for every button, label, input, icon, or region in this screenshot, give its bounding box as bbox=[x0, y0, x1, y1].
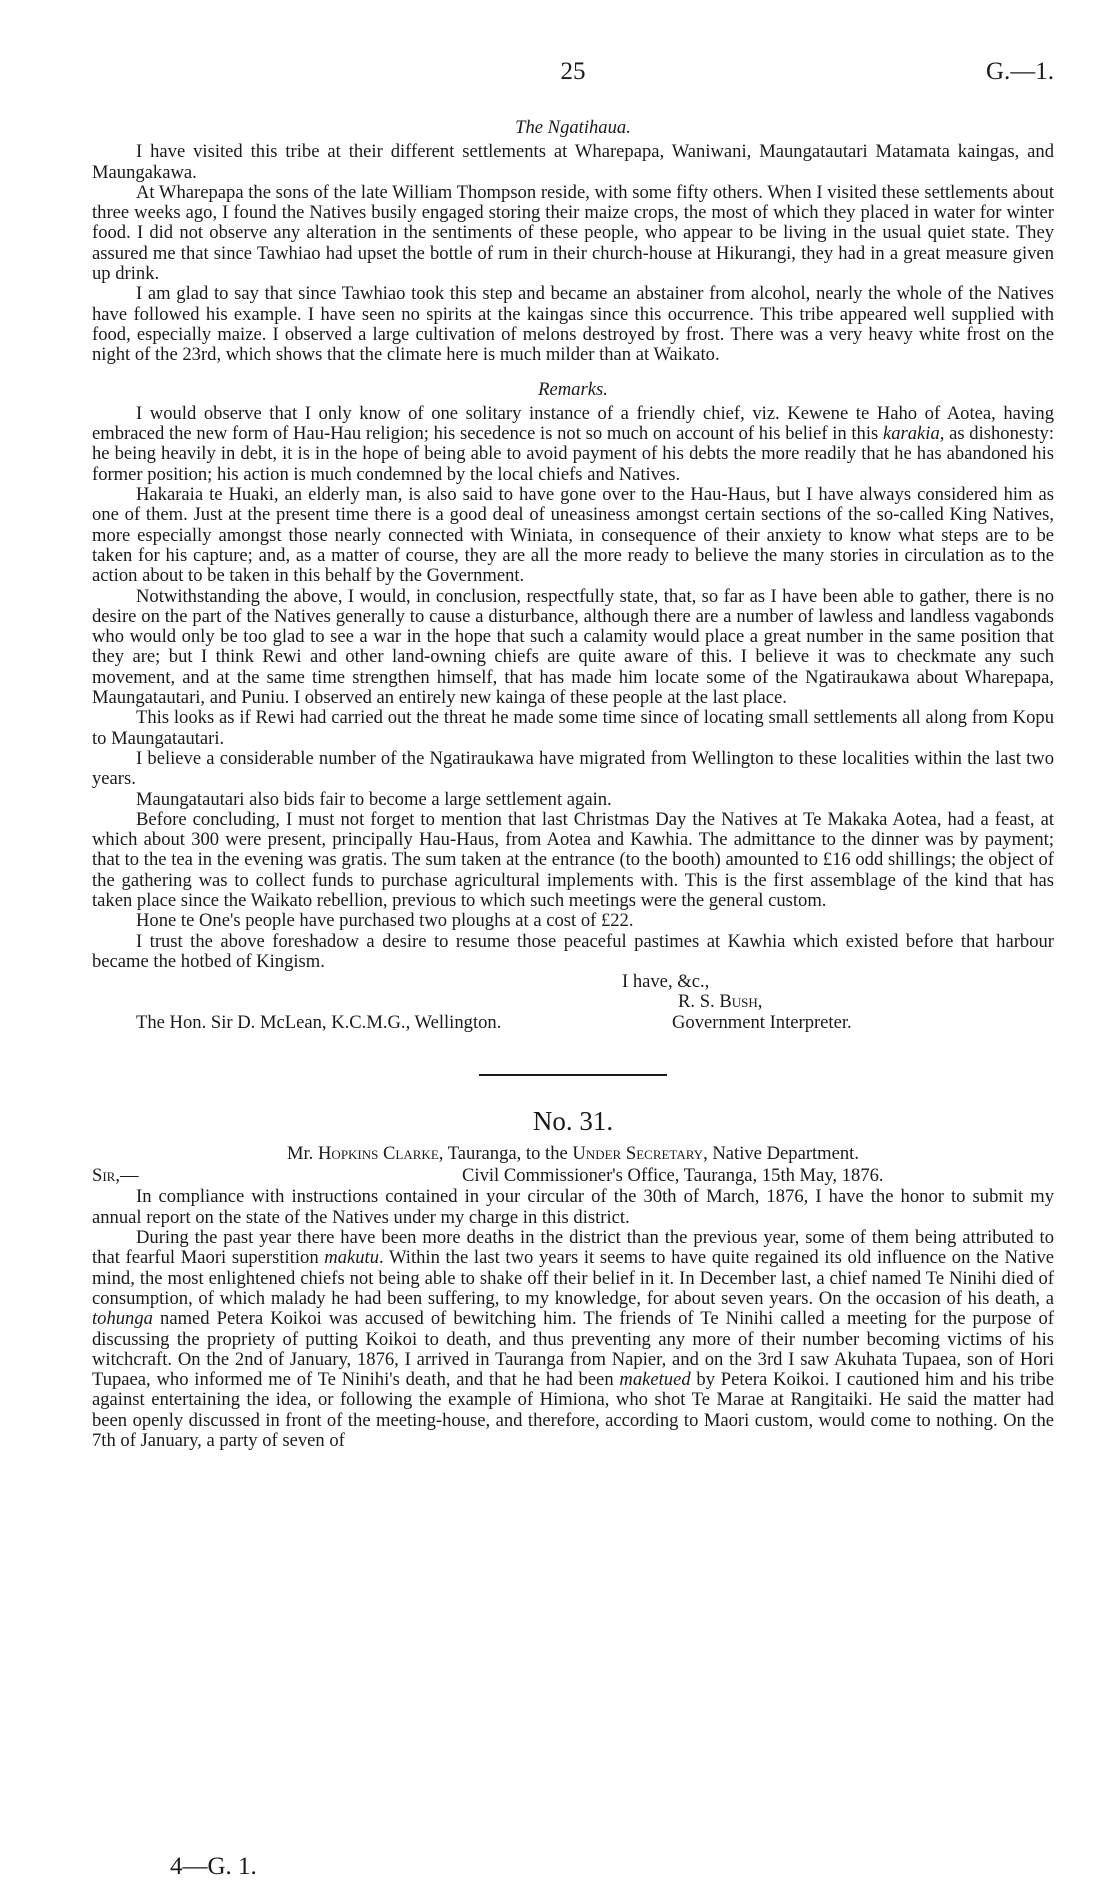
text-run: , Tauranga, to the bbox=[438, 1143, 573, 1165]
paragraph: Maungatautari also bids fair to become a large settlement again. bbox=[136, 788, 612, 810]
text-run: , Native Department. bbox=[703, 1143, 860, 1165]
page-header bbox=[92, 58, 1054, 92]
paragraph: Hakaraia te Huaki, an elderly man, is also said to have gone over to the Hau-Haus, but I have always considered him as one of them. Just at the present time there is a good deal of uneasiness amongst certain sections of the so-called King Natives, more especially amongst those nearly connected with Winiata, in consequence of their anxiety to know what steps are to be taken for his capture; and, as a matter of course, they are all the more ready to believe the many stories in circulation as to the action about to be taken in this behalf by the Government. bbox=[92, 484, 1054, 587]
text-run: by Petera Koikoi. I cautioned him and his tribe against entertaining the idea, or following the example of Himiona, who shot Te Marae at Rangitaiki. He said the matter had been openly discussed in front of the meeting-house, and therefore, according to Maori custom, would come to nothing. On the 7th of January, a party of seven of bbox=[92, 1369, 1054, 1452]
paragraph: In compliance with instructions contained in your circular of the 30th of March, 1876, I have the honor to submit my annual report on the state of the Natives under my charge in this district. bbox=[92, 1186, 1054, 1228]
paragraph: I trust the above foreshadow a desire to resume those peaceful pastimes at Kawhia which existed before that harbour became the hotbed of Kingism. bbox=[92, 930, 1054, 972]
signatory-role: Government Interpreter. bbox=[672, 1012, 852, 1034]
page-content bbox=[92, 118, 1054, 1451]
text-run: named Petera Koikoi was accused of bewitching him. The friends of Te Ninihi called a meeting for the purpose of discussing the propriety of putting Koikoi to death, and thus preventing any more of their number becoming victims of his witchcraft. On the 2nd of January, 1876, I arrived in Tauranga from Napier, and on the 3rd I saw Akuhata Tupaea, son of Hori Tupaea, who informed me of Te Ninihi's death, and that he had been bbox=[92, 1308, 1054, 1391]
page-number: 25 bbox=[560, 58, 586, 85]
section-title-ngatihaua: The Ngatihaua. bbox=[515, 117, 631, 138]
section-title-remarks: Remarks. bbox=[538, 378, 608, 400]
text-run: During the past year there have been more deaths in the district than the previous year, some of them being attributed to that fearful Maori superstition bbox=[92, 1227, 1054, 1269]
paragraph: I have visited this tribe at their different settlements at Wharepapa, Waniwani, Maungatautari Matamata kaingas, and Maungakawa. bbox=[92, 141, 1054, 183]
text-run: I would observe that I only know of one solitary instance of a friendly chief, viz. Kewene te Haho of Aotea, having embraced the new form of Hau-Hau religion; his secedence is not so much on account of his belief in this bbox=[92, 402, 1054, 445]
paragraph: Notwithstanding the above, I would, in conclusion, respectfully state, that, so far as I have been able to gather, there is no desire on the part of the Natives generally to cause a disturbance, although there are a number of lawless and landless vagabonds who would only be too glad to see a war in the hope that such a calamity would place a great number in the same position that they are; but I think Rewi and other land-owning chiefs are quite aware of this. I believe it was to checkmate any such movement, and at the same time strengthen himself, that has made him locate some of the Ngatiraukawa about Wharepapa, Maungatautari, and Puniu. I observed an entirely new kainga of these people at the last place. bbox=[92, 585, 1054, 709]
office-date-line: Civil Commissioner's Office, Tauranga, 15th May, 1876. bbox=[462, 1165, 884, 1187]
text-run: Mr. bbox=[286, 1143, 314, 1165]
italic-term: makutu bbox=[324, 1247, 380, 1269]
paragraph: This looks as if Rewi had carried out the threat he made some time since of locating small settlements all along from Kopu to Maungatautari. bbox=[92, 707, 1054, 749]
letter-number: No. 31. bbox=[532, 1106, 614, 1137]
closing-line: I have, &c., bbox=[622, 971, 710, 993]
paragraph: I am glad to say that since Tawhiao took this step and became an abstainer from alcohol, nearly the whole of the Natives have followed his example. I have seen no spirits at the kaingas since this occurrence. This tribe appeared well supplied with food, especially maize. I observed a large cultivation of melons destroyed by frost. There was a very heavy white frost on the night of the 23rd, which shows that the climate here is much milder than at Waikato. bbox=[92, 283, 1054, 366]
italic-term: maketued bbox=[619, 1369, 691, 1391]
addressee: The Hon. Sir D. McLean, K.C.M.G., Wellington. bbox=[136, 1012, 502, 1034]
document-reference: G.—1. bbox=[985, 58, 1054, 85]
signature-block bbox=[92, 972, 1054, 1054]
signature-mark: 4—G. 1. bbox=[170, 1853, 257, 1880]
salutation: Sir,— bbox=[92, 1165, 139, 1187]
paragraph: I believe a considerable number of the Ngatiraukawa have migrated from Wellington to these localities within the last two years. bbox=[92, 747, 1054, 790]
paragraph bbox=[92, 1228, 1054, 1451]
text-run: . Within the last two years it seems to have quite regained its old influence on the Native mind, the most enlightened chiefs not being able to shake off their belief in it. In December last, a chief named Te Ninihi died of consumption, of which malady he had been suffering, to my knowledge, for about seven years. On the occasion of his death, a bbox=[92, 1247, 1055, 1309]
signatory-name: R. S. Bush, bbox=[678, 991, 763, 1013]
section-divider bbox=[479, 1074, 667, 1076]
text-run: , as dishonesty: he being heavily in debt, it is in the hope of being able to avoid payment of his debts the more readily that he has abandoned his former position; his action is much condemned by the local chiefs and Natives. bbox=[92, 423, 1054, 485]
salutation-line bbox=[92, 1166, 1054, 1187]
paragraph bbox=[92, 404, 1054, 485]
recipient-title: Under Secretary bbox=[572, 1143, 704, 1165]
paragraph: At Wharepapa the sons of the late William Thompson reside, with some fifty others. When I visited these settlements about three weeks ago, I found the Natives busily engaged storing their maize crops, the most of which they placed in water for winter food. I did not observe any alteration in the sentiments of these people, who appear to be living in the usual quiet state. They assured me that since Tawhiao had upset the bottle of rum in their church-house at Hikurangi, they had in a great measure given up drink. bbox=[92, 181, 1054, 285]
paragraph: Hone te One's people have purchased two ploughs at a cost of £22. bbox=[136, 910, 634, 932]
sender-name: Hopkins Clarke bbox=[318, 1143, 439, 1165]
letter-subheading bbox=[92, 1144, 1054, 1164]
italic-term: karakia bbox=[882, 423, 940, 445]
italic-term: tohunga bbox=[92, 1308, 153, 1330]
paragraph: Before concluding, I must not forget to mention that last Christmas Day the Natives at Te Makaka Aotea, had a feast, at which about 300 were present, principally Hau-Haus, from Aotea and Kawhia. The admittance to the dinner was by payment; that to the tea in the evening was gratis. The sum taken at the entrance (to the booth) amounted to £16 odd shillings; the object of the gathering was to collect funds to purchase agricultural implements with. This is the first assemblage of the kind that has taken place since the Waikato rebellion, previous to which such meetings were the general custom. bbox=[92, 808, 1054, 911]
